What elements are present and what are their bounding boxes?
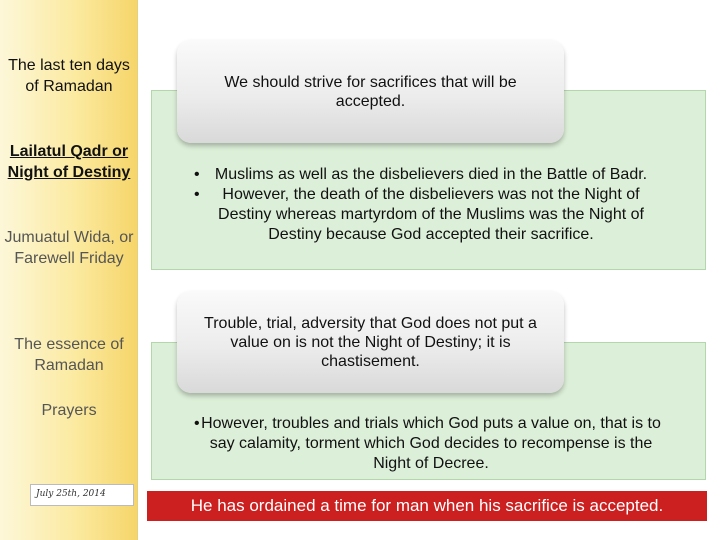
- nav-item-jumuatul-wida[interactable]: Jumuatul Wida, or Farewell Friday: [4, 229, 134, 267]
- nav-item-lailatul-qadr[interactable]: Lailatul Qadr or Night of Destiny: [7, 143, 131, 181]
- nav-item-essence-of-ramadan[interactable]: The essence of Ramadan: [14, 336, 124, 374]
- callout-box-sacrifice: We should strive for sacrifices that will be accepted.: [177, 40, 564, 143]
- sidebar-nav: [0, 0, 138, 540]
- bullet-item: • However, the death of the disbelievers was not the Night of Destiny whereas martyrdom of the Muslims was the Night of Destiny because God accepted their sacrifice.: [196, 185, 666, 245]
- date-label: July 25th, 2014: [30, 484, 134, 506]
- nav-item-last-ten-days[interactable]: The last ten days of Ramadan: [8, 57, 130, 95]
- callout-box-chastisement: Trouble, trial, adversity that God does not put a value on is not the Night of Destiny; it is chastisement.: [177, 291, 564, 393]
- bullet-item: • However, troubles and trials which God puts a value on, that is to say calamity, torment which God decides to recompense is the Night of Decree.: [196, 414, 666, 474]
- nav-item-prayers[interactable]: Prayers: [41, 402, 97, 419]
- bullet-list-bottom: [196, 414, 666, 474]
- highlight-banner: He has ordained a time for man when his sacrifice is accepted.: [147, 491, 707, 521]
- bullet-item: • Muslims as well as the disbelievers died in the Battle of Badr.: [196, 165, 666, 185]
- bullet-list-top: [196, 165, 666, 245]
